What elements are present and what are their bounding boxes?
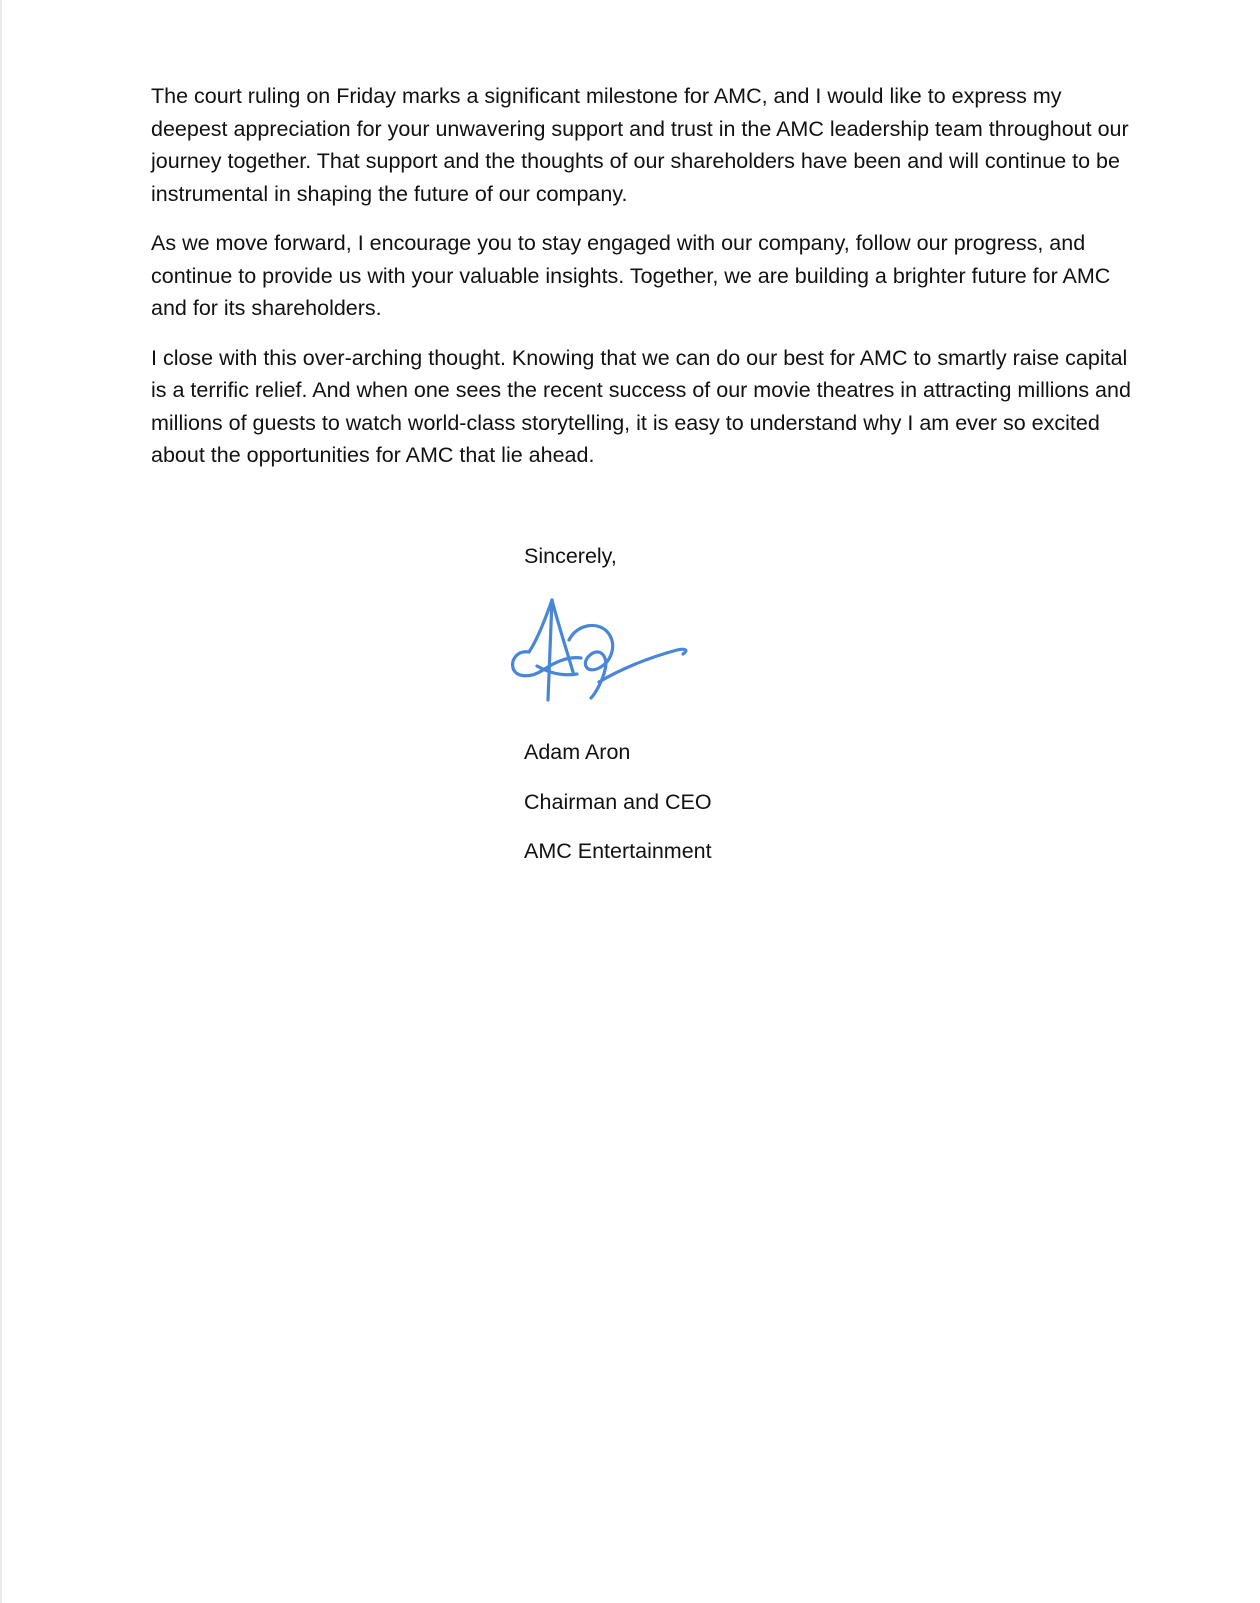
closing-salutation: Sincerely, [524,544,617,568]
signer-title: Chairman and CEO [524,790,712,814]
signer-name: Adam Aron [524,740,631,764]
handwritten-signature-icon [507,590,697,705]
paragraph-3: I close with this over-arching thought. Knowing that we can do our best for AMC to smartly raise capital is a terrific relief. And when one sees the recent success of our movie theatres in attracting millions and millions of guests to watch world-class storytelling, it is easy to understand why I am ever so excited about the opportunities for AMC that lie ahead. [151,345,1131,467]
signer-company: AMC Entertainment [524,839,712,863]
paragraph-1: The court ruling on Friday marks a significant milestone for AMC, and I would like to express my deepest appreciation for your unwavering support and trust in the AMC leadership team throughout our journey together. That support and the thoughts of our shareholders have been and will continue to be instrumental in shaping the future of our company. [151,84,1129,206]
signature-strokes [513,600,686,700]
paragraph-2: As we move forward, I encourage you to stay engaged with our company, follow our progress, and continue to provide us with your valuable insights. Together, we are building a brighter future for AMC and for its shareholders. [151,231,1111,320]
letter-body [151,80,1131,489]
signature-stroke [529,600,552,652]
signature-stroke [548,600,552,700]
signature-stroke [569,625,613,698]
